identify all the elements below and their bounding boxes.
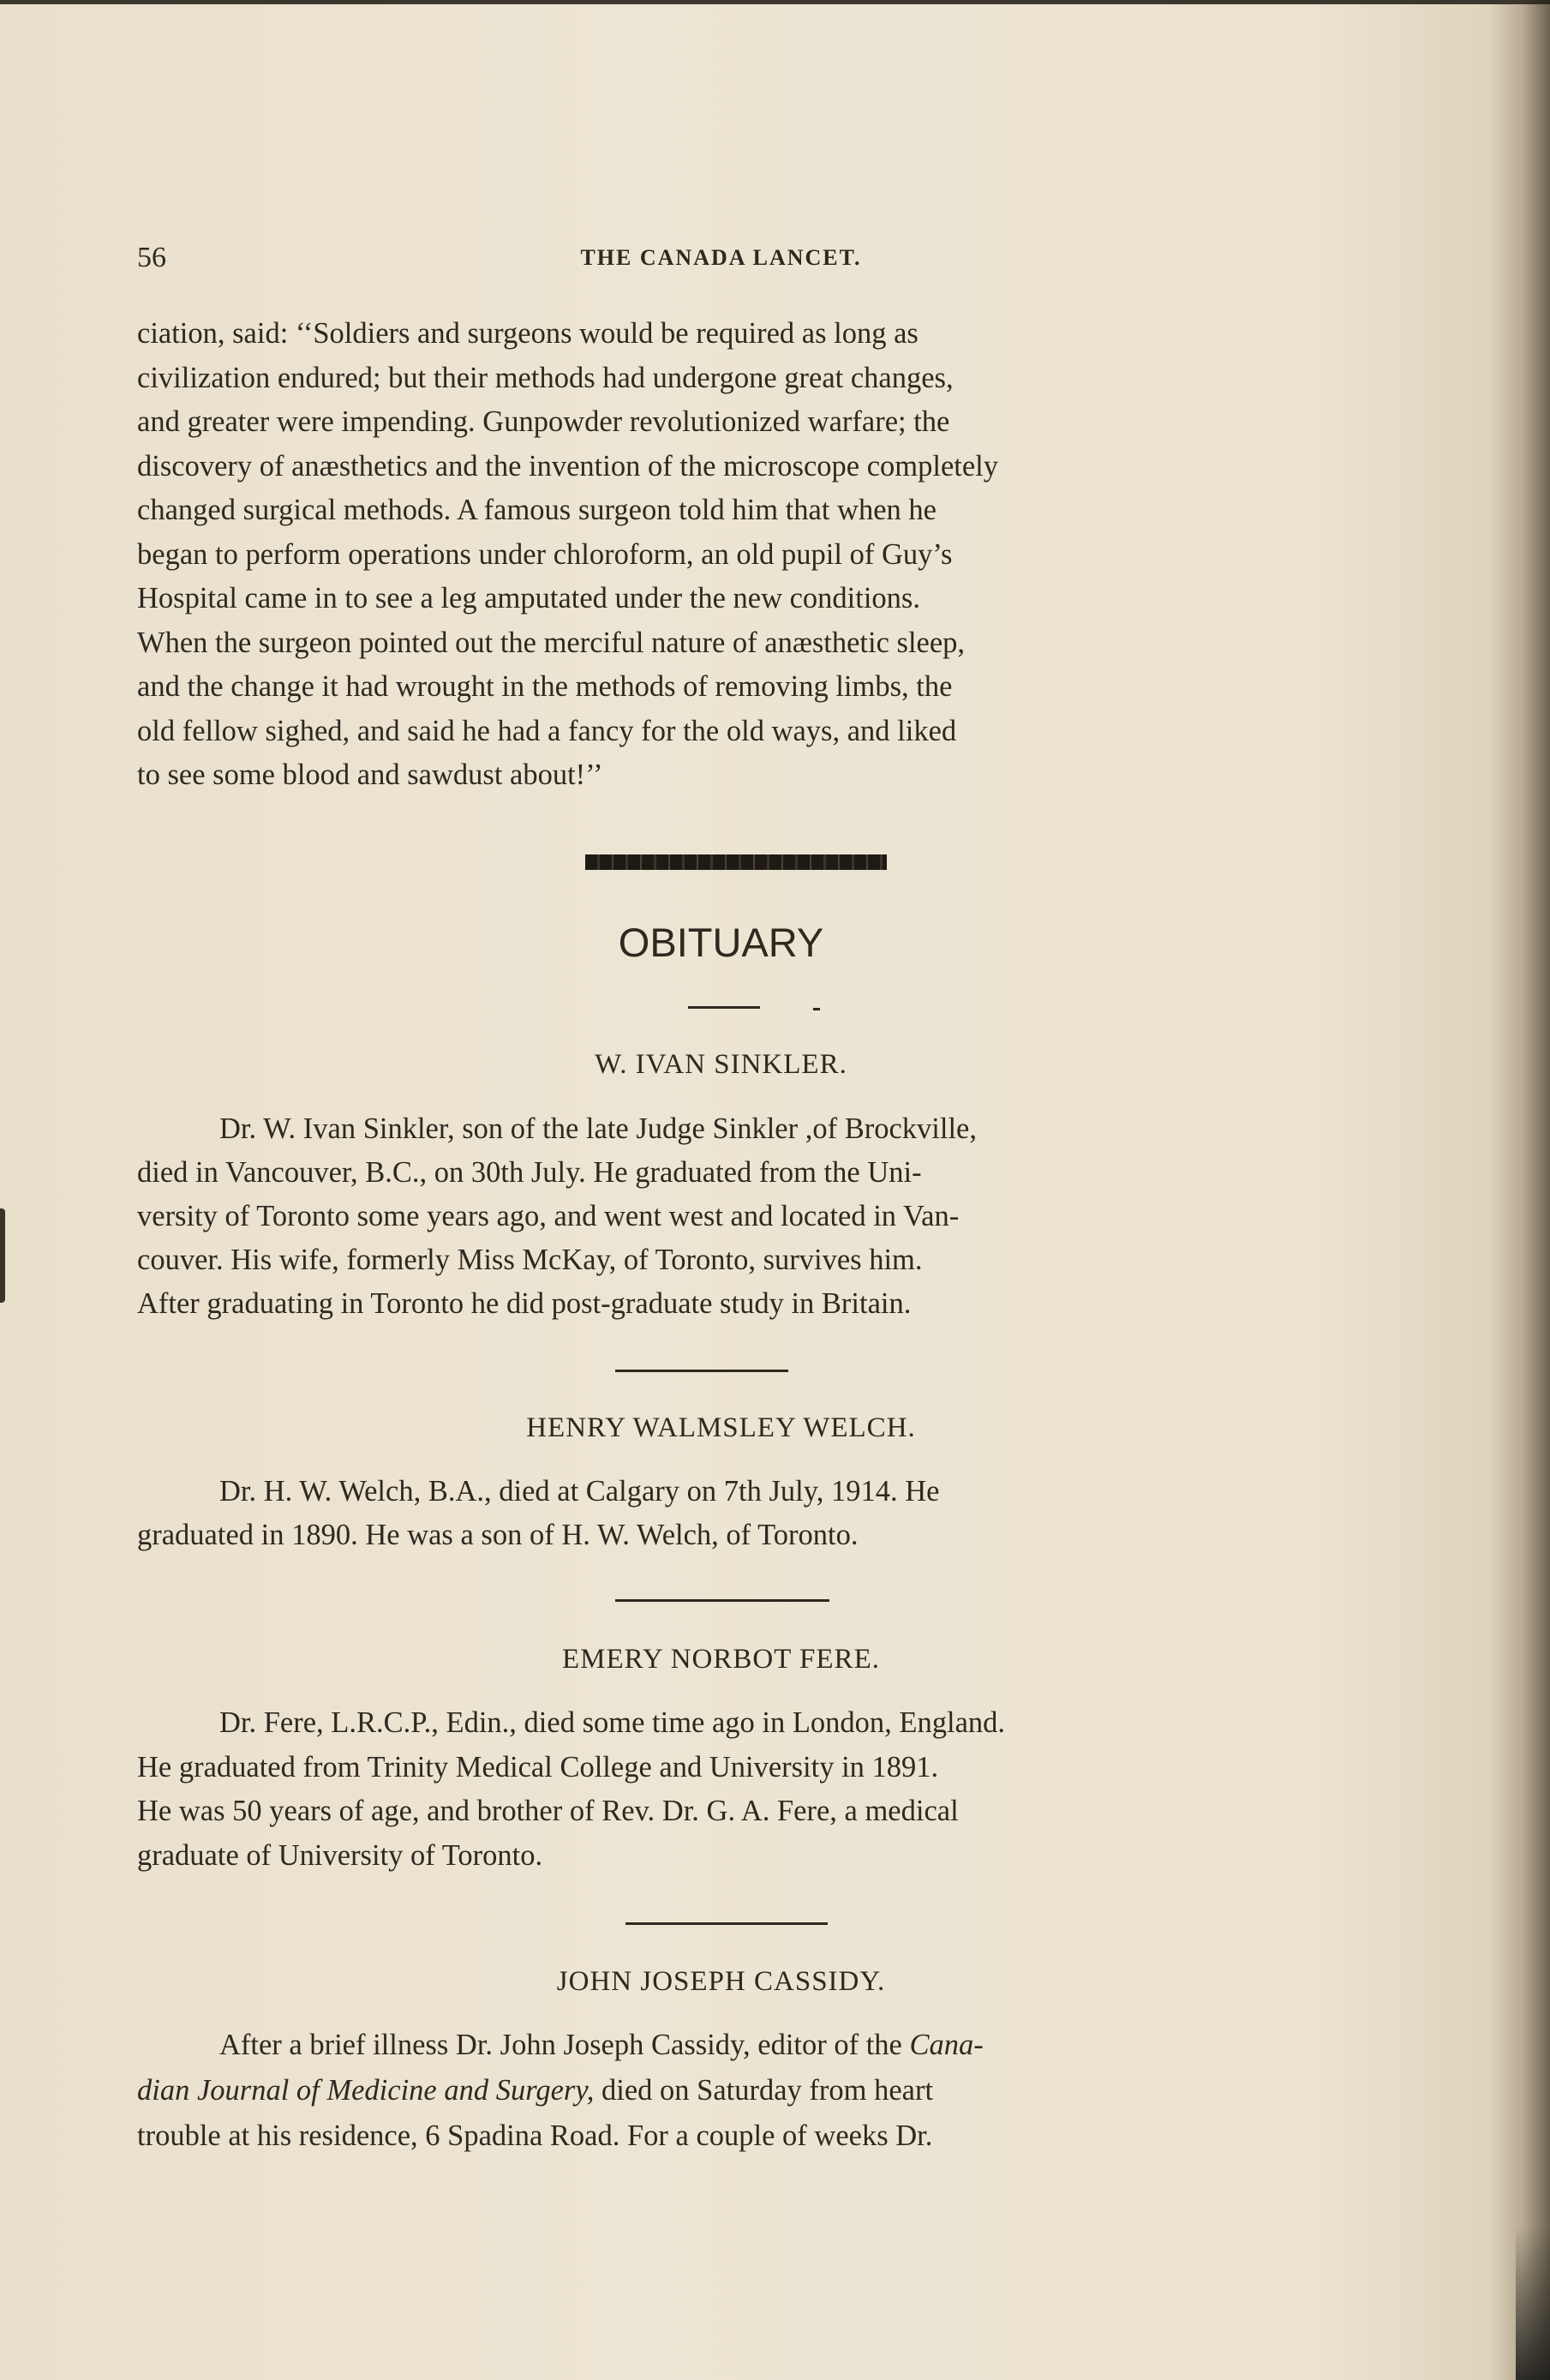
spine-shadow — [1490, 0, 1550, 2380]
text-line: changed surgical methods. A famous surgeon told him that when he — [137, 494, 937, 526]
page-header — [137, 242, 1305, 285]
text-line: to see some blood and sawdust about!’’ — [137, 758, 603, 791]
text-line: He was 50 years of age, and brother of Rev. Dr. G. A. Fere, a medical — [137, 1795, 959, 1827]
intro-paragraph — [137, 312, 1305, 798]
obituary-text — [137, 2023, 1305, 2159]
text-line: trouble at his residence, 6 Spadina Road. For a couple of weeks Dr. — [137, 2119, 933, 2152]
text-line: Dr. W. Ivan Sinkler, son of the late Judge Sinkler ,of Brockville, — [219, 1112, 977, 1145]
obituary-name: HENRY WALMSLEY WELCH. — [526, 1412, 916, 1443]
text-line: He graduated from Trinity Medical College and University in 1891. — [137, 1750, 939, 1784]
separator-rule — [615, 1370, 788, 1372]
page-corner-shadow — [1516, 2226, 1550, 2380]
running-title: THE CANADA LANCET. — [580, 245, 862, 270]
text-line: couver. His wife, formerly Miss McKay, of Toronto, survives him. — [137, 1244, 923, 1276]
obituary-name: EMERY NORBOT FERE. — [562, 1644, 880, 1675]
title-rule-dot — [813, 1008, 820, 1010]
obituary-text — [137, 1470, 1305, 1557]
text-line: and the change it had wrought in the methods of removing limbs, the — [137, 670, 953, 703]
text-line: After graduating in Toronto he did post-graduate study in Britain. — [137, 1287, 912, 1320]
text-line: ciation, said: ‘‘Soldiers and surgeons would be required as long as — [137, 317, 919, 350]
separator-rule — [615, 1599, 829, 1602]
title-rule — [688, 1006, 760, 1009]
journal-title-italic: Cana- — [909, 2029, 984, 2061]
text-line: civilization endured; but their methods had undergone great changes, — [137, 361, 954, 394]
text-line — [137, 2068, 1305, 2113]
obituary-name: W. IVAN SINKLER. — [595, 1049, 847, 1080]
binding-mark — [0, 1208, 5, 1303]
page-top-edge — [0, 0, 1550, 4]
text-line: old fellow sighed, and said he had a fancy for the old ways, and liked — [137, 714, 957, 747]
text-line: discovery of anæsthetics and the invention of the microscope completely — [137, 449, 999, 483]
text-line: graduated in 1890. He was a son of H. W. Welch, of Toronto. — [137, 1519, 859, 1551]
obituary-name: JOHN JOSEPH CASSIDY. — [556, 1966, 886, 1997]
text-line: died in Vancouver, B.C., on 30th July. He graduated from the Uni- — [137, 1156, 922, 1189]
journal-title-italic: dian Journal of Medicine and Surgery, — [137, 2074, 595, 2107]
text-line — [137, 2023, 1305, 2068]
text-line: and greater were impending. Gunpowder revolutionized warfare; the — [137, 405, 950, 438]
section-title: OBITUARY — [618, 920, 824, 965]
separator-rule — [625, 1922, 828, 1925]
text-run: died on Saturday from heart — [601, 2074, 934, 2107]
text-line: versity of Toronto some years ago, and went west and located in Van- — [137, 1200, 960, 1232]
obituary-text — [137, 1701, 1305, 1878]
text-line: Dr. Fere, L.R.C.P., Edin., died some time ago in London, England. — [219, 1706, 1006, 1739]
text-line: Hospital came in to see a leg amputated under the new conditions. — [137, 582, 920, 614]
text-line: Dr. H. W. Welch, B.A., died at Calgary on 7th July, 1914. He — [219, 1475, 940, 1508]
text-line: When the surgeon pointed out the merciful nature of anæsthetic sleep, — [137, 626, 966, 659]
text-run: After a brief illness Dr. John Joseph Cassidy, editor of the — [219, 2029, 902, 2061]
page-number: 56 — [137, 242, 166, 273]
ornamental-rule — [585, 854, 887, 870]
text-line: graduate of University of Toronto. — [137, 1838, 543, 1872]
text-line: began to perform operations under chloroform, an old pupil of Guy’s — [137, 537, 953, 571]
obituary-text — [137, 1107, 1305, 1326]
